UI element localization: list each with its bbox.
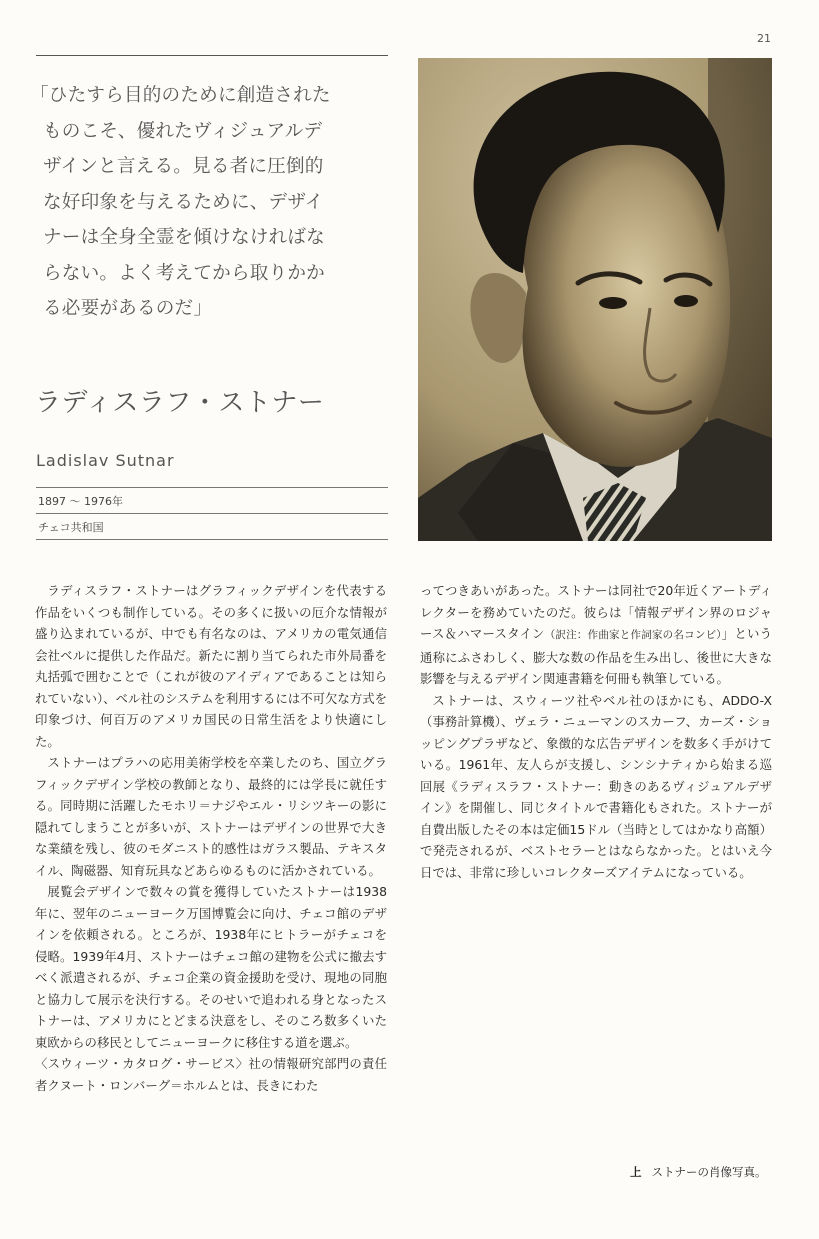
quote-line: ナーは全身全霊を傾けなければな: [43, 227, 325, 248]
body-paragraph: 展覧会デザインで数々の賞を獲得していたストナーは1938年に、翌年のニューヨーク万国博覧会に向け、チェコ館のデザインを依頼される。ところが、1938年にヒトラーがチェコを侵略。1939年4月、ストナーはチェコ館の建物を公式に撤去すべく派遣されるが、チェコ企業の資金援助を受け、現地の同胞と協力して展示を決行する。そのせいで追われる身となったストナーは、アメリカにとどまる決意をし、そのころ数多くいた東欧からの移民としてニューヨークに移住する道を選ぶ。: [35, 884, 387, 1050]
top-rule: [36, 55, 388, 56]
quote-line: る必要があるのだ」: [43, 298, 213, 319]
quote-line: らない。よく考えてから取りかか: [43, 262, 325, 284]
pull-quote: [30, 78, 392, 327]
body-column-left: [35, 580, 387, 1096]
caption-label: 上: [630, 1165, 642, 1179]
info-rule: [36, 487, 388, 488]
body-column-right: [420, 580, 772, 883]
designer-name-japanese: ラディスラフ・ストナー: [35, 388, 325, 418]
page-number: 21: [757, 32, 771, 45]
quote-line: ザインと言える。見る者に圧倒的: [43, 156, 324, 177]
body-paragraph: ストナーはプラハの応用美術学校を卒業したのち、国立グラフィックデザイン学校の教師となり、最終的には学長に就任する。同時期に活躍したモホリ＝ナジやエル・リシツキーの影に隠れてしまうことが多いが、ストナーはデザインの世界で大きな業績を残し、彼のモダニスト的感性はガラス製品、テキスタイル、陶磁器、知育玩具などあらゆるものに活かされている。: [35, 755, 387, 878]
body-paragraph: [420, 580, 772, 690]
portrait-photo-image: [418, 58, 772, 541]
photo-caption: [630, 1164, 767, 1180]
info-rule: [36, 539, 388, 540]
quote-line: 「ひたすら目的のために創造された: [30, 85, 331, 106]
body-text: ってつきあいがあった。ストナーは同社で20年近くアートディレクターを務めていたのだ。彼らは「情報デザイン界のロジャース＆ハマースタイン: [420, 583, 772, 641]
designer-country: チェコ共和国: [38, 521, 104, 534]
quote-line: ものこそ、優れたヴィジュアルデ: [43, 120, 323, 142]
caption-text: ストナーの肖像写真。: [651, 1165, 767, 1179]
quote-line: な好印象を与えるために、デザイ: [43, 191, 324, 213]
info-rule: [36, 513, 388, 514]
body-paragraph: ラディスラフ・ストナーはグラフィックデザインを代表する作品をいくつも制作している。その多くに扱いの厄介な情報が盛り込まれているが、中でも有名なのは、アメリカの電気通信会社ベルに提供した作品だ。新たに割り当てられた市外局番を丸括弧で囲むことで（これが彼のアイディアであることは知られていない）、ベル社のシステムを利用するには不可欠な方式を印象づけ、何百万のアメリカ国民の日常生活をより快適にした。: [35, 583, 387, 749]
portrait-photo: [418, 58, 772, 541]
designer-years: 1897 ～ 1976年: [38, 495, 123, 508]
designer-name-english: Ladislav Sutnar: [36, 451, 175, 470]
body-text: 」という通称にふさわしく、膨大な数の作品を生み出し、後世に大きな影響を与えるデザイン関連書籍を何冊も執筆している。: [420, 626, 773, 686]
body-paragraph: ストナーは、スウィーツ社やベル社のほかにも、ADDO-X（事務計算機）、ヴェラ・ニューマンのスカーフ、カーズ・ショッピングプラザなど、象徴的な広告デザインを数多く手がけている。1961年、友人らが支援し、シンシナティから始まる巡回展《ラディスラフ・ストナー：動きのあるヴィジュアルデザイン》を開催し、同じタイトルで書籍化もされた。ストナーが自費出版したその本は定価15ドル（当時としてはかなり高額）で発売されるが、ベストセラーとはならなかった。とはいえ今日では、非常に珍しいコレクターズアイテムになっている。: [420, 692, 772, 880]
body-paragraph: 〈スウィーツ・カタログ・サービス〉社の情報研究部門の責任者クヌート・ロンバーグ＝ホルムとは、長きにわた: [35, 1056, 387, 1093]
translator-note: （訳注：作曲家と作詞家の名コンビ）: [544, 629, 722, 641]
